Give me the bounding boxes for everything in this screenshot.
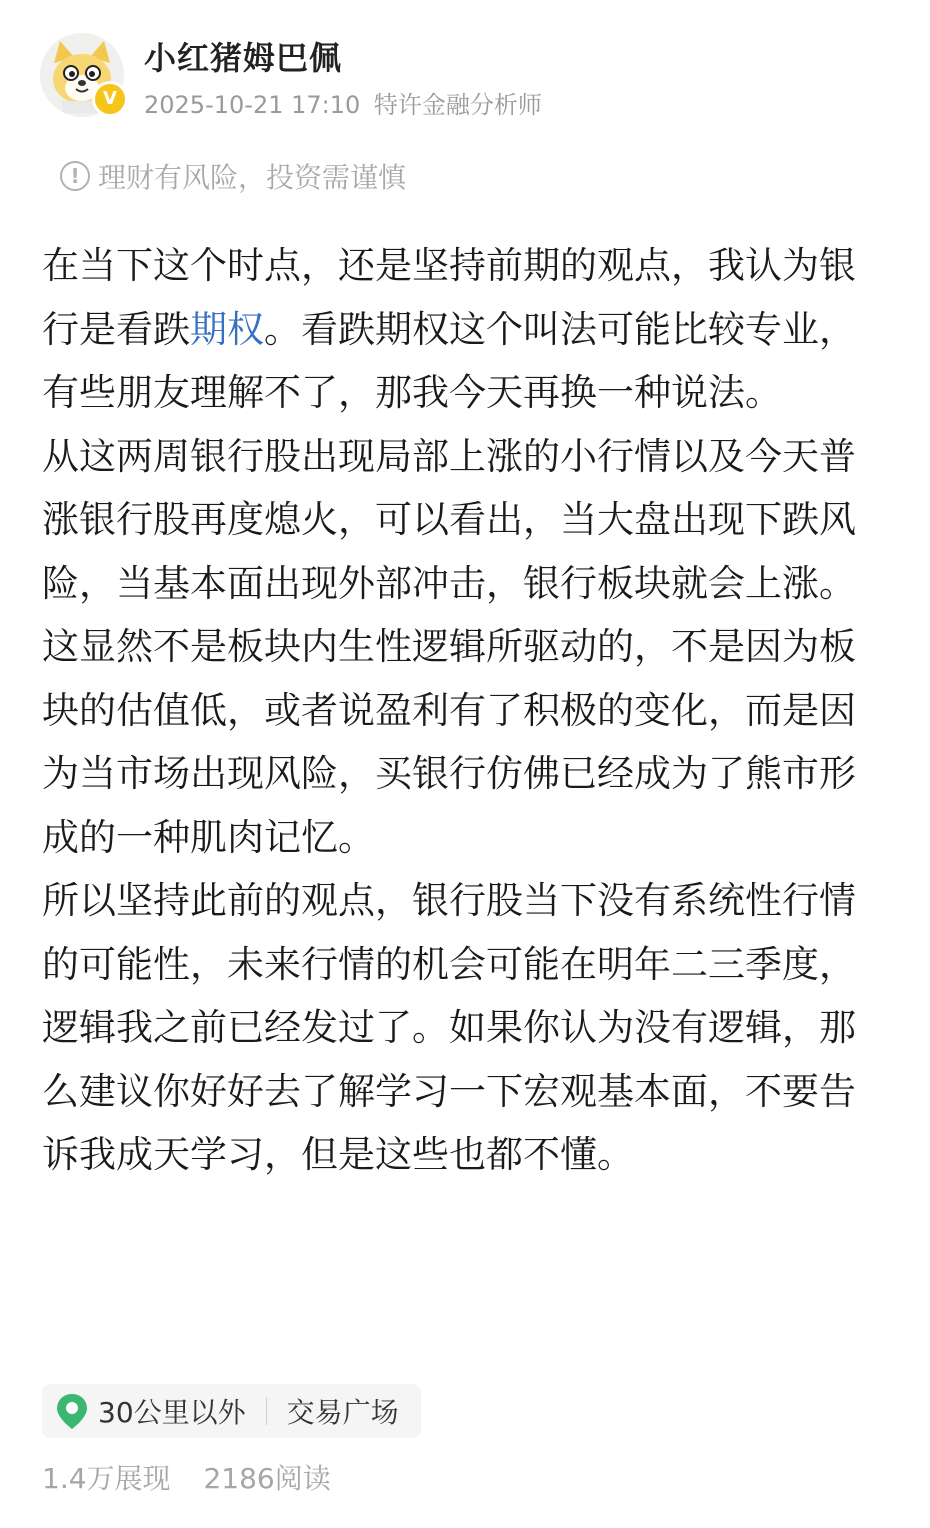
read-count: 2186阅读	[203, 1462, 331, 1495]
post-tags	[42, 1384, 421, 1438]
post-content	[42, 234, 882, 1187]
author-name[interactable]: 小红猪姆巴佩	[144, 39, 343, 77]
paragraph-1	[42, 234, 882, 425]
keyword-link-options[interactable]: 期权	[190, 307, 264, 351]
paragraph-1-text-a: 在当下这个时点，还是坚持前期的观点，我认为银行是看跌	[42, 244, 856, 351]
post-datetime: 2025-10-21 17:10	[144, 91, 361, 119]
topic-tag[interactable]: 交易广场	[286, 1396, 399, 1429]
info-icon: !	[60, 161, 90, 191]
paragraph-3: 这显然不是板块内生性逻辑所驱动的，不是因为板块的估值低，或者说盈利有了积极的变化，而是因为当市场出现风险，买银行仿佛已经成为了熊市形成的一种肌肉记忆。	[42, 625, 856, 859]
paragraph-4: 所以坚持此前的观点，银行股当下没有系统性行情的可能性，未来行情的机会可能在明年二三季度，逻辑我之前已经发过了。如果你认为没有逻辑，那么建议你好好去了解学习一下宏观基本面，不要告诉我成天学习，但是这些也都不懂。	[42, 879, 856, 1176]
tag-divider	[266, 1397, 267, 1425]
location-pin-icon	[52, 1391, 92, 1431]
post-meta	[144, 85, 542, 120]
author-title: 特许金融分析师	[373, 91, 542, 119]
verified-badge-icon: V	[92, 81, 128, 117]
impressions-count: 1.4万展现	[42, 1462, 171, 1495]
location-tag[interactable]: 30公里以外	[98, 1396, 246, 1429]
post-stats	[42, 1457, 331, 1497]
paragraph-2: 从这两周银行股出现局部上涨的小行情以及今天普涨银行股再度熄火，可以看出，当大盘出现下跌风险，当基本面出现外部冲击，银行板块就会上涨。	[42, 434, 856, 605]
risk-notice	[60, 156, 406, 196]
paragraph-1-text-b: 。看跌期权这个叫法可能比较专业，有些朋友理解不了，那我今天再换一种说法。	[42, 307, 856, 414]
post-header	[40, 28, 900, 118]
risk-notice-text: 理财有风险，投资需谨慎	[98, 161, 407, 194]
